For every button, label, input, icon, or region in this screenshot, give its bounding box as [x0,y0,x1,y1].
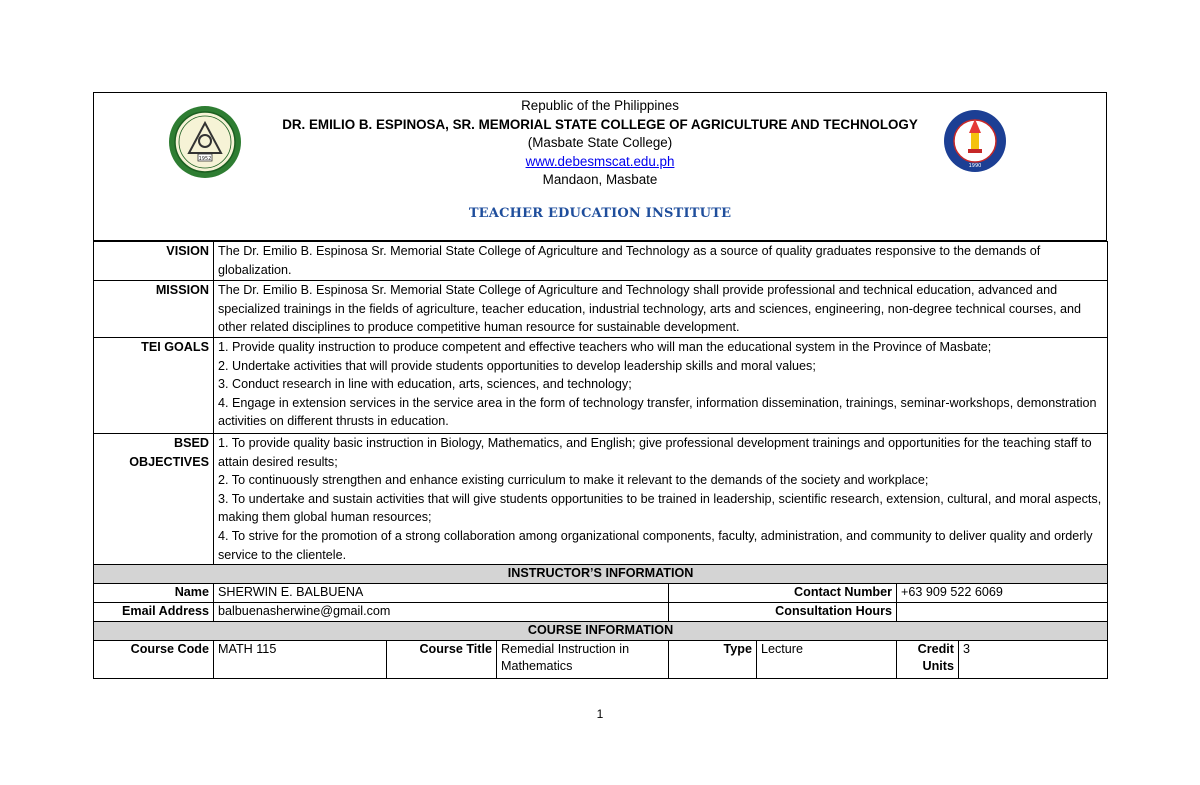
objectives-label-line2: OBJECTIVES [129,454,209,469]
course-title-label: Course Title [387,641,497,679]
college-alias: (Masbate State College) [527,135,673,150]
credit-units-label: Credit Units [897,641,959,679]
contact-number: +63 909 522 6069 [897,584,1108,603]
objective-item: 2. To continuously strengthen and enhance existing curriculum to make it relevant to the demands of the society and workplace; [218,473,929,488]
name-label: Name [94,584,214,603]
mission-text: The Dr. Emilio B. Espinosa Sr. Memorial State College of Agriculture and Technology shall provide professional and technical education, advanced and specialized trainings in the fields of agriculture, teacher education, industrial technology, arts and sciences, engineering, non-degree technical courses, and other related disciplines to produce competitive human resource for sustainable development. [214,281,1108,338]
course-type: Lecture [757,641,897,679]
mission-row [94,281,1108,338]
objective-item: 1. To provide quality basic instruction in Biology, Mathematics, and English; give professional development trainings and opportunities for the teaching staff to attain desired results; [218,436,1092,469]
objectives-list [214,434,1108,565]
page-number: 1 [596,707,604,721]
vision-text: The Dr. Emilio B. Espinosa Sr. Memorial State College of Agriculture and Technology as a source of quality graduates responsive to the demands of globalization. [214,242,1108,281]
course-code-label: Course Code [94,641,214,679]
course-row [94,641,1108,679]
contact-label: Contact Number [669,584,897,603]
syllabus-table [93,241,1108,679]
course-code: MATH 115 [214,641,387,679]
objective-item: 4. To strive for the promotion of a strong collaboration among organizational components, faculty, administration, and community to deliver quality and orderly service to the clientele. [218,528,1093,562]
instructor-row-2 [94,603,1108,622]
objective-item: 3. To undertake and sustain activities that will give students opportunities to be trained in leadership, scientific research, extension, cultural, and moral aspects, making them global human resources; [218,491,1102,525]
consultation-hours [897,603,1108,622]
college-location: Mandaon, Masbate [542,172,658,187]
mission-label: MISSION [94,281,214,338]
document-header [93,92,1107,241]
goal-item: 1. Provide quality instruction to produce competent and effective teachers who will man the educational system in the Province of Masbate; [218,340,992,354]
header-text-block [94,97,1106,190]
instructor-section-header [94,565,1108,584]
right-logo-year: 1990 [968,163,982,169]
goal-item: 2. Undertake activities that will provide students opportunities to develop leadership skills and moral values; [218,358,816,373]
type-label: Type [669,641,757,679]
course-title: Remedial Instruction in Mathematics [497,641,669,679]
objectives-row [94,434,1108,565]
goals-label: TEI GOALS [94,338,214,434]
instructor-heading: INSTRUCTOR’S INFORMATION [94,565,1108,584]
consultation-label: Consultation Hours [669,603,897,622]
course-heading: COURSE INFORMATION [94,622,1108,641]
goal-item: 3. Conduct research in line with education, arts, sciences, and technology; [218,377,632,392]
course-section-header [94,622,1108,641]
email-label: Email Address [94,603,214,622]
goal-item: 4. Engage in extension services in the service area in the form of technology transfer, information dissemination, trainings, seminar-workshops, demonstration activities on different thrusts in education. [218,395,1097,429]
objectives-label-line1: BSED [174,436,209,450]
vision-label: VISION [94,242,214,281]
website-link[interactable]: www.debesmscat.edu.ph [525,153,675,169]
institute-title: TEACHER EDUCATION INSTITUTE [468,206,732,221]
goals-row [94,338,1108,434]
credit-units: 3 [959,641,1108,679]
instructor-row-1 [94,584,1108,603]
republic-line: Republic of the Philippines [521,98,679,113]
instructor-name: SHERWIN E. BALBUENA [214,584,669,603]
email-address: balbuenasherwine@gmail.com [214,603,669,622]
goals-list [214,338,1108,434]
objectives-label [94,434,214,565]
left-logo-year: 1952 [198,156,212,162]
vision-row [94,242,1108,281]
college-name: DR. EMILIO B. ESPINOSA, SR. MEMORIAL STATE COLLEGE OF AGRICULTURE AND TECHNOLOGY [282,116,918,132]
